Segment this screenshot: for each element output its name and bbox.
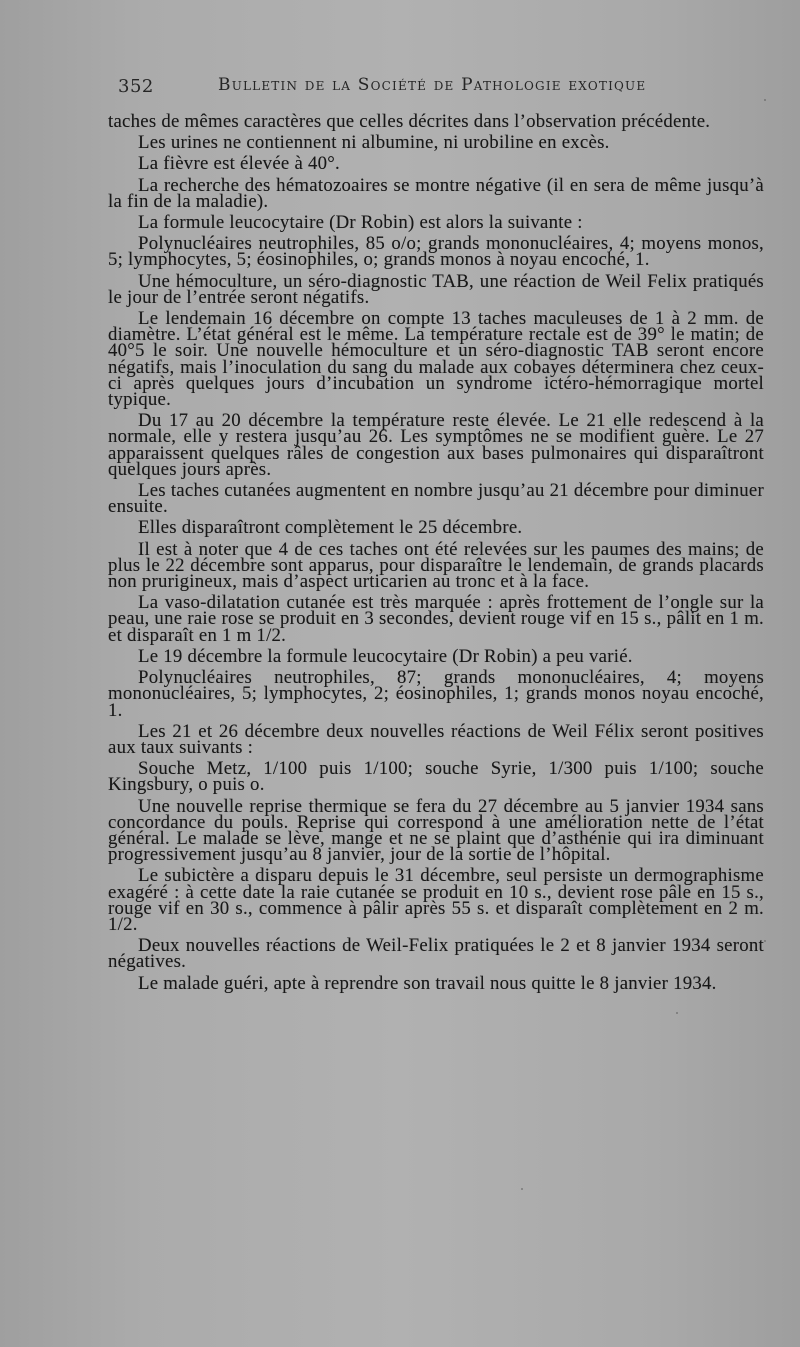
running-title: Bulletin de la Société de Pathologie exotique <box>218 75 647 95</box>
body-text <box>108 111 764 994</box>
paragraph: Le malade guéri, apte à reprendre son travail nous quitte le 8 janvier 1934. <box>138 972 717 994</box>
paragraph: taches de mêmes caractères que celles décrites dans l’observation précédente. <box>108 111 711 132</box>
paragraph: Du 17 au 20 décembre la température reste élevée. Le 21 elle redescend à la normale, elle y restera jusqu’au 26. Les symptômes ne se modifient guère. Le 27 apparaissent quelques râles de congestion aux bases pulmonaires qui disparaîtront quelques jours après. <box>108 410 764 480</box>
paragraph: La vaso-dilatation cutanée est très marquée : après frottement de l’ongle sur la peau, une raie rose se produit en 3 secondes, devient rouge vif en 15 s., pâlit en 1 m. et disparaît en 1 m 1/2. <box>108 592 764 646</box>
paper-speck <box>764 99 766 101</box>
paragraph: Polynucléaires neutrophiles, 87; grands mononucléaires, 4; moyens mononucléaires, 5; lymphocytes, 2; éosinophiles, 1; grands monos noyau encoché, 1. <box>108 667 764 721</box>
paragraph: Elles disparaîtront complètement le 25 décembre. <box>138 517 523 539</box>
paragraph: Une hémoculture, un séro-diagnostic TAB, une réaction de Weil Felix pratiqués le jour de l’entrée seront négatifs. <box>108 270 764 308</box>
paragraph: Une nouvelle reprise thermique se fera du 27 décembre au 5 janvier 1934 sans concordance du pouls. Reprise qui correspond à une amélioration nette de l’état général. Le malade se lève, mange et ne se plaint que d’asthénie qui ira diminuant progressivement jusqu’au 8 janvier, jour de la sortie de l’hôpital. <box>108 795 764 866</box>
paragraph: Les 21 et 26 décembre deux nouvelles réactions de Weil Félix seront positives aux taux suivants : <box>108 720 764 758</box>
paragraph: Souche Metz, 1/100 puis 1/100; souche Syrie, 1/300 puis 1/100; souche Kingsbury, o puis o. <box>108 758 764 796</box>
paper-speck <box>764 940 766 942</box>
paragraph: La recherche des hématozoaires se montre négative (il en sera de même jusqu’à la fin de la maladie). <box>108 174 764 212</box>
paragraph: Il est à noter que 4 de ces taches ont été relevées sur les paumes des mains; de plus le 22 décembre sont apparus, pour disparaître le lendemain, de grands placards non prurigineux, mais d’aspect urticarien au tronc et à la face. <box>108 538 764 593</box>
page-number: 352 <box>118 76 154 97</box>
paper-speck <box>521 1188 523 1190</box>
paragraph: Les urines ne contiennent ni albumine, ni urobiline en excès. <box>138 132 610 154</box>
paper-speck <box>676 1012 678 1014</box>
paragraph: Le 19 décembre la formule leucocytaire (Dr Robin) a peu varié. <box>138 645 633 667</box>
paragraph: Polynucléaires neutrophiles, 85 o/o; grands mononucléaires, 4; moyens monos, 5; lymphocytes, 5; éosinophiles, o; grands monos à noyau encoché, 1. <box>108 233 764 271</box>
paragraph: Le subictère a disparu depuis le 31 décembre, seul persiste un dermographisme exagéré : à cette date la raie cutanée se produit en 10 s., devient rose pâle en 15 s., rouge vif en 30 s., commence à pâlir après 55 s. et disparaît complètement en 2 m. 1/2. <box>108 865 764 935</box>
paragraph: La fièvre est élevée à 40°. <box>138 153 340 175</box>
paragraph: Les taches cutanées augmentent en nombre jusqu’au 21 décembre pour diminuer ensuite. <box>108 480 764 518</box>
paragraph: Deux nouvelles réactions de Weil-Felix pratiquées le 2 et 8 janvier 1934 seront négatives. <box>108 935 764 973</box>
paragraph: La formule leucocytaire (Dr Robin) est alors la suivante : <box>138 212 583 234</box>
paragraph: Le lendemain 16 décembre on compte 13 taches maculeuses de 1 à 2 mm. de diamètre. L’état général est le même. La température rectale est de 39° le matin; de 40°5 le soir. Une nouvelle hémoculture et un séro-diagnostic TAB seront encore négatifs, mais l’inoculation du sang du malade aux cobayes déterminera chez ceux-ci après quelques jours d’incubation un syndrome ictéro-hémorragique mortel typique. <box>108 308 764 411</box>
page-header <box>118 72 758 102</box>
